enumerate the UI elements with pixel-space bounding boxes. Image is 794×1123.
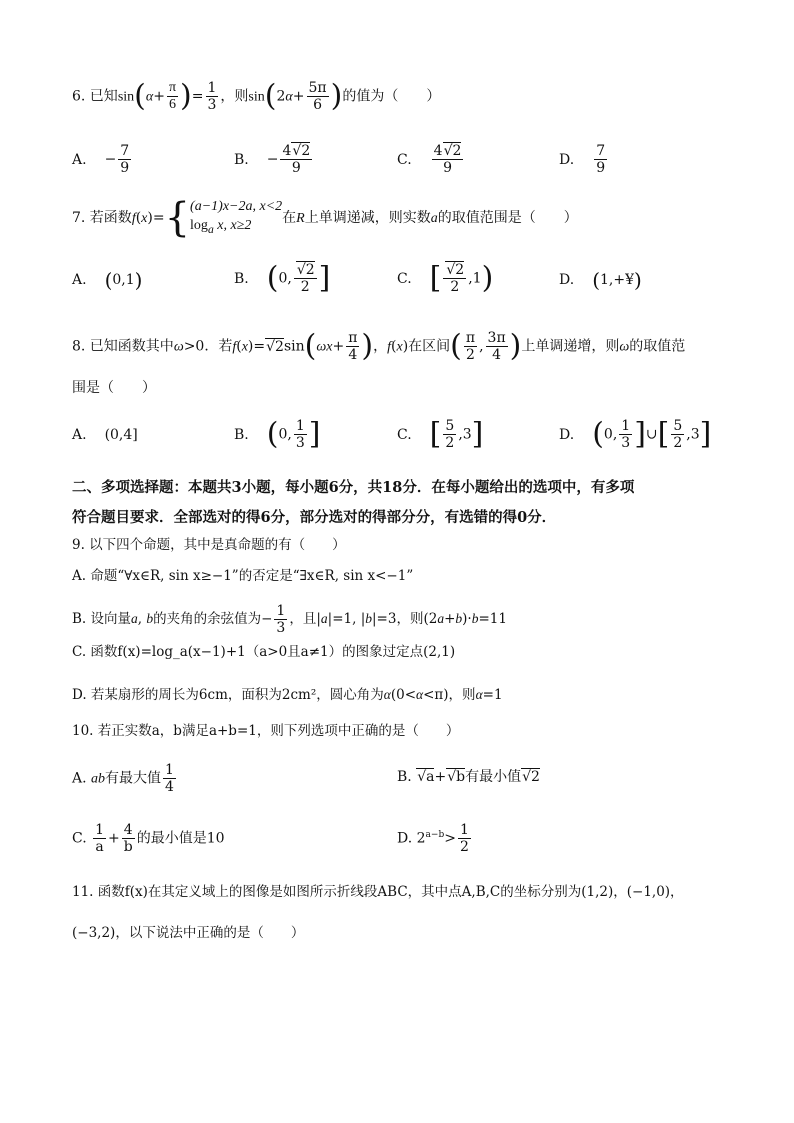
q6-stem: 6. 已知sin(α+ $\frac{\pi}{6}$ )= $\frac{1}{3}$ ，则sin(2α+ $\frac{5\pi}{6}$ )的值为（ ） [72, 78, 441, 114]
q11-stem-line1: 11. 函数f(x)在其定义域上的图像是如图所示折线段ABC，其中点A,B,C的坐标分别为(1,2)，(−1,0)， [72, 884, 684, 900]
q9-option-b: B. 设向量a, b的夹角的余弦值为− $\frac{1}{3}$ ，且|a|=1, |b|=3，则(2a+b)·b=11 [72, 603, 507, 637]
q7-option-d: D. (1,+¥) [559, 268, 642, 292]
q7-option-c: C. [ $\frac{√2}{2}$ ,1) [397, 260, 494, 296]
q6-number: 6. 已知 [72, 88, 118, 105]
q8-option-c: C. [ $\frac{5}{2}$ ,3] [397, 416, 484, 452]
q8-option-a: A. (0,4] [72, 427, 138, 443]
q7-stem: 7. 若函数f(x)={ (a−1)x−2a, x<2 $\log_a x$, x≥2 在R上单调递减，则实数a的取值范围是（ ） [72, 195, 578, 241]
q10-stem: 10. 若正实数a，b满足a+b=1，则下列选项中正确的是（ ） [72, 723, 460, 739]
section2-heading-line2: 符合题目要求．全部选对的得6分，部分选对的得部分分，有选错的得0分． [72, 509, 557, 526]
q7-option-b: B. (0, $\frac{√2}{2}$ ] [234, 260, 331, 296]
q9-option-d: D. 若某扇形的周长为6cm，面积为2cm²，圆心角为α(0<α<π)，则α=1 [72, 687, 503, 703]
q8-option-b: B. (0, $\frac{1}{3}$ ] [234, 416, 321, 452]
q6-option-b: B. − $\frac{4√2}{9}$ [234, 143, 311, 177]
q6-option-c: C. $\frac{4√2}{9}$ [397, 143, 462, 177]
q11-stem-line2: (−3,2)，以下说法中正确的是（ ） [72, 925, 305, 941]
q7-option-a: A. (0,1) [72, 268, 143, 292]
q10-option-c: C. $\frac{1}{a}$ + $\frac{4}{b}$ 的最小值是10 [72, 822, 225, 856]
q9-option-c: C. 函数f(x)=log_a(x−1)+1（a>0且a≠1）的图象过定点(2,1) [72, 644, 456, 660]
q9-option-a: A. 命题“∀x∈R, sin x≥−1”的否定是“∃x∈R, sin x<−1” [72, 568, 414, 584]
q6-option-a: A. − $\frac{7}{9}$ [72, 143, 130, 177]
q10-option-a: A. ab有最大值 $\frac{1}{4}$ [72, 762, 174, 796]
q8-stem-line2: 围是（ ） [72, 380, 156, 396]
q8-stem-line1: 8. 已知函数其中ω>0．若f(x)=√2sin(ωx+ $\frac{\pi}{4}$ )，f(x)在区间( $\frac{\pi}{2}$ , $\frac{3\pi}{4}$ )上单调递增，则ω的取值范 [72, 328, 686, 364]
section2-heading-line1: 二、多项选择题：本题共3小题，每小题6分，共18分．在每小题给出的选项中，有多项 [72, 479, 635, 496]
q10-option-b: B. √a+√b有最小值√2 [397, 769, 540, 785]
q10-option-d: D. $2^{a-b}>$ $\frac{1}{2}$ [397, 822, 469, 856]
q6-option-d: D. $\frac{7}{9}$ [559, 143, 606, 177]
q8-option-d: D. (0, $\frac{1}{3}$ ]∪[ $\frac{5}{2}$ ,3] [559, 416, 712, 452]
q9-stem: 9. 以下四个命题，其中是真命题的有（ ） [72, 537, 346, 553]
